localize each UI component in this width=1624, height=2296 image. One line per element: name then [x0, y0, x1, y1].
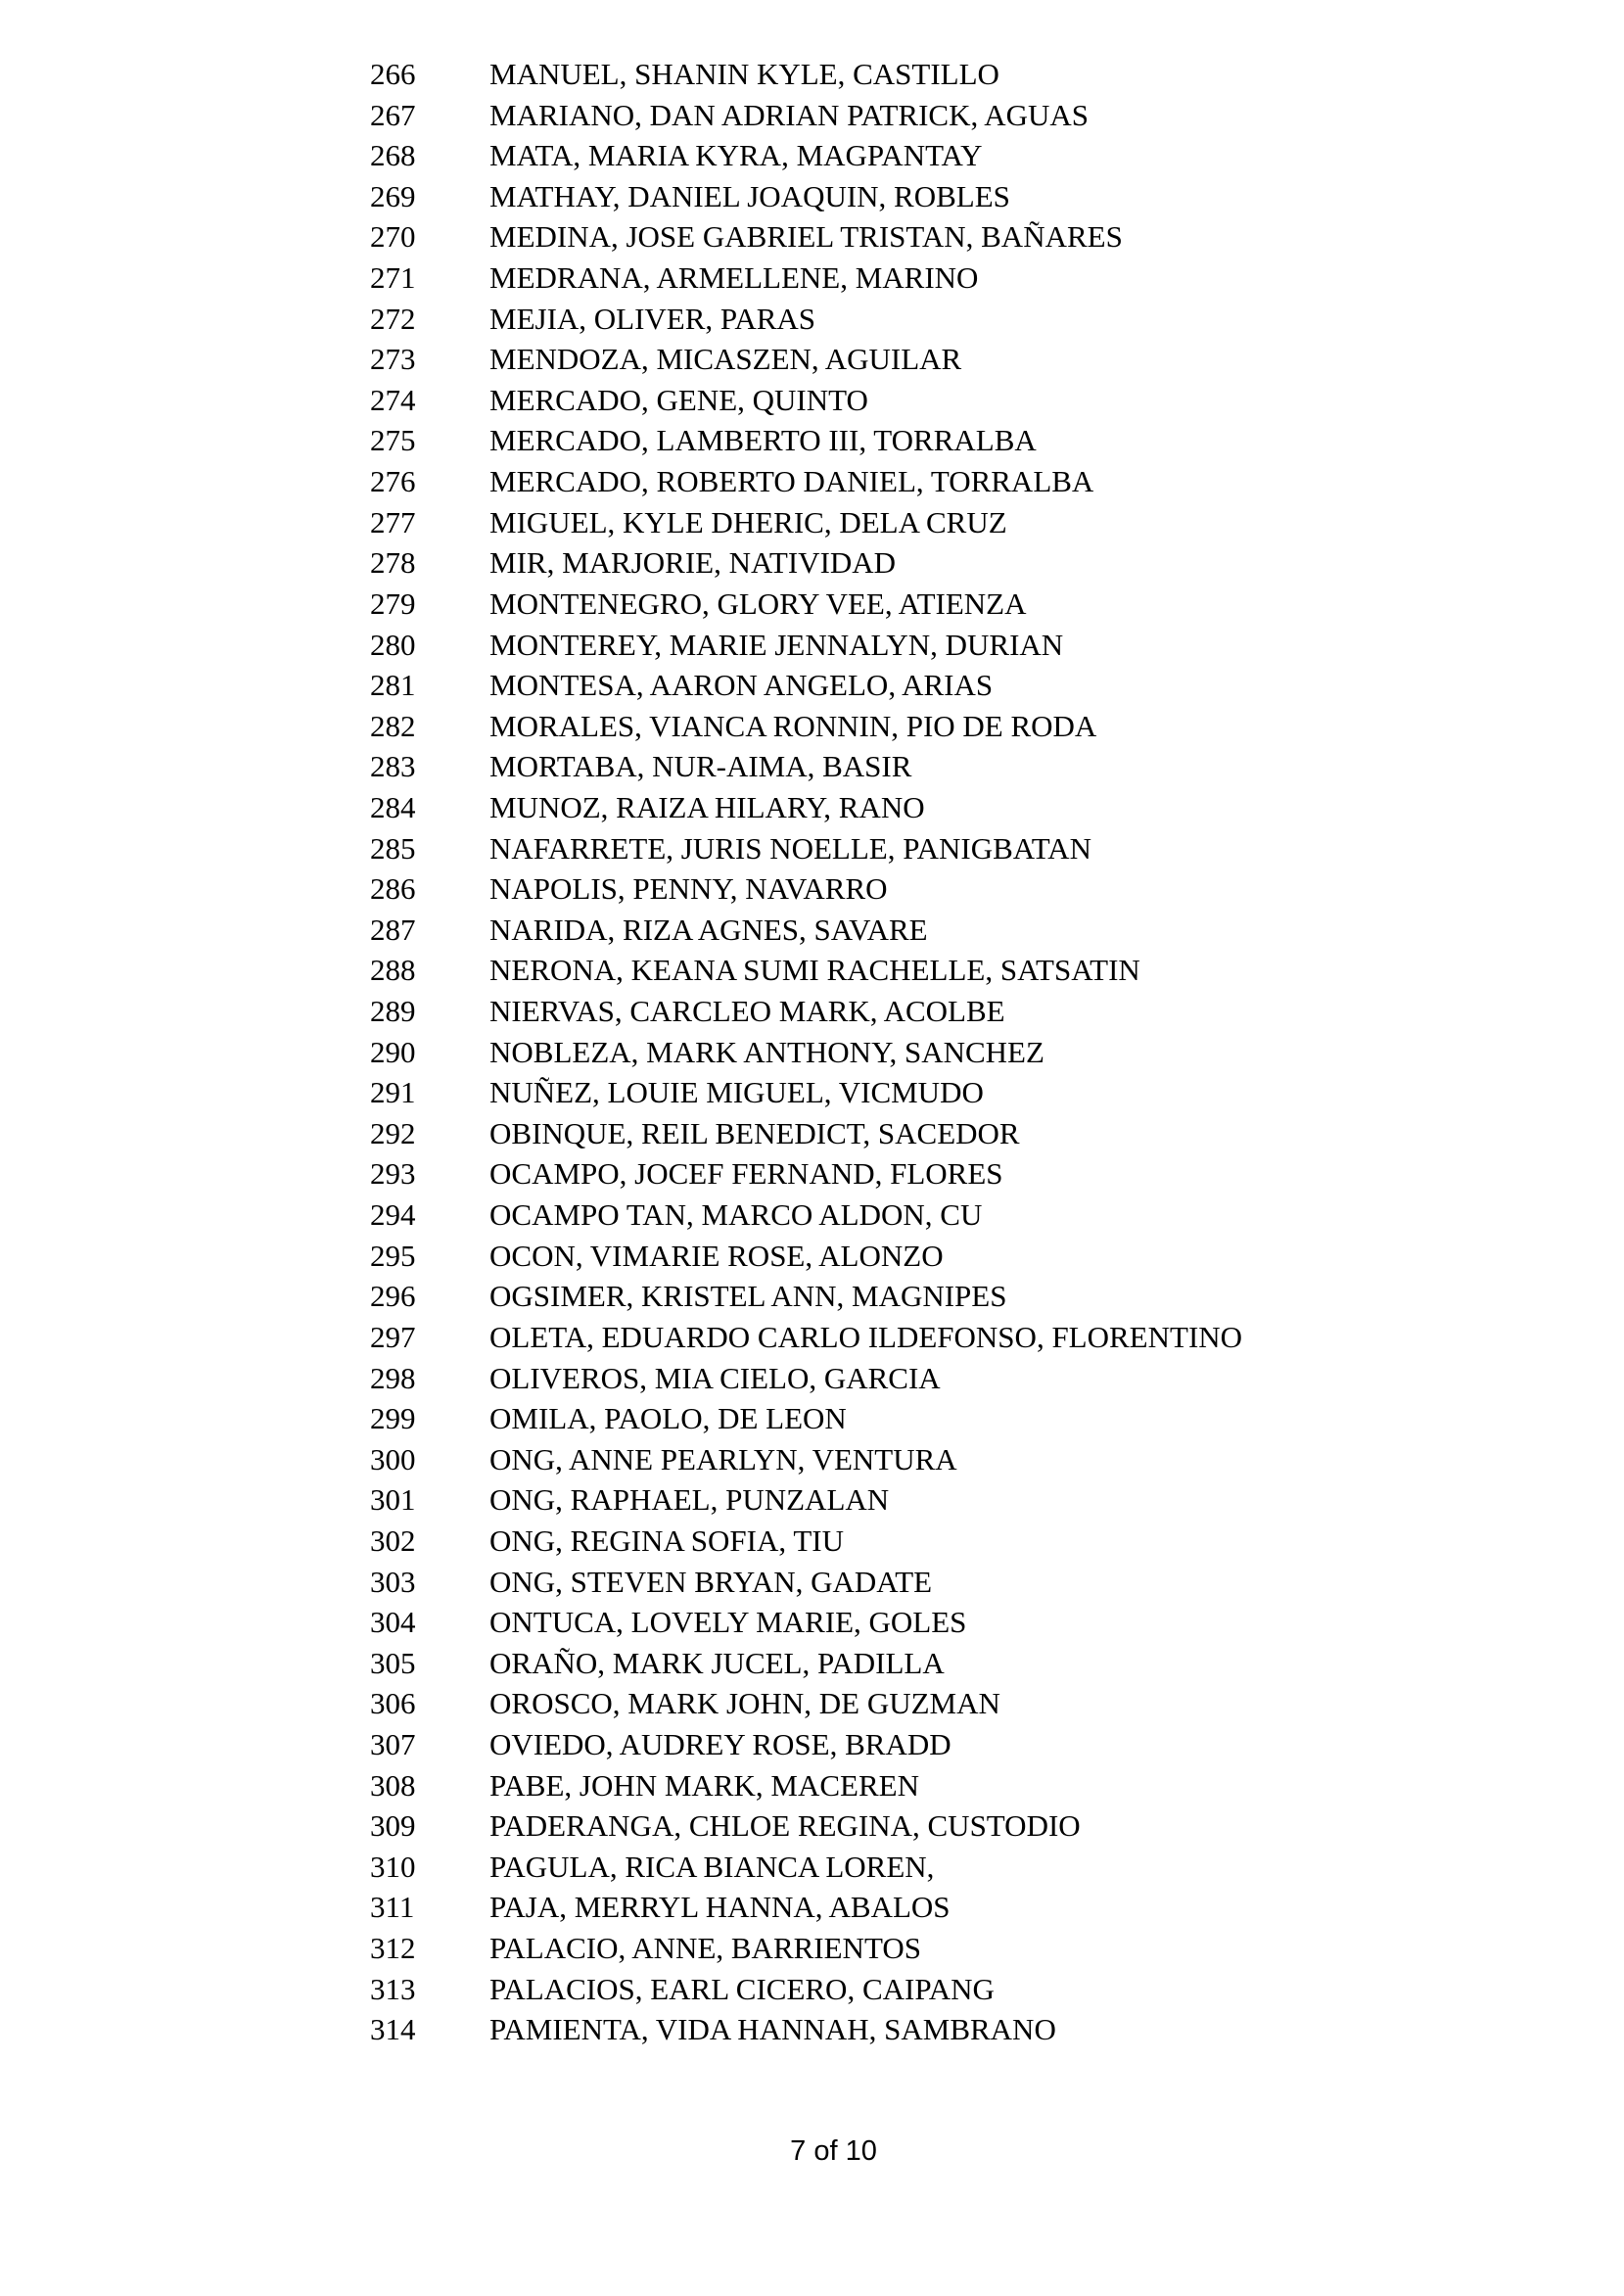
entry-number: 313 — [370, 1971, 416, 2006]
list-item — [370, 1032, 1624, 1073]
entry-number: 275 — [370, 423, 416, 458]
entry-name: MIR, MARJORIE, NATIVIDAD — [489, 545, 897, 581]
entry-number: 285 — [370, 830, 416, 866]
list-item — [370, 1969, 1624, 2010]
entry-number: 286 — [370, 871, 416, 907]
entry-name: MIGUEL, KYLE DHERIC, DELA CRUZ — [489, 504, 1007, 539]
entry-number: 301 — [370, 1482, 416, 1518]
list-item — [370, 339, 1624, 380]
entry-name: MERCADO, ROBERTO DANIEL, TORRALBA — [489, 464, 1094, 499]
list-item — [370, 706, 1624, 747]
entry-number: 278 — [370, 545, 416, 581]
entry-number: 311 — [370, 1890, 415, 1925]
list-item — [370, 216, 1624, 258]
list-item — [370, 1521, 1624, 1562]
entry-number: 291 — [370, 1075, 416, 1110]
list-item — [370, 1562, 1624, 1603]
entry-name: MUNOZ, RAIZA HILARY, RANO — [489, 789, 925, 824]
entry-name: OLETA, EDUARDO CARLO ILDEFONSO, FLORENTINO — [489, 1319, 1243, 1354]
entry-number: 296 — [370, 1279, 416, 1314]
list-item — [370, 1805, 1624, 1847]
entry-number: 282 — [370, 708, 416, 743]
entry-number: 288 — [370, 953, 416, 988]
entry-name: OVIEDO, AUDREY ROSE, BRADD — [489, 1726, 951, 1761]
entry-number: 293 — [370, 1156, 416, 1192]
entry-number: 303 — [370, 1564, 416, 1599]
list-item — [370, 1479, 1624, 1521]
list-item — [370, 1113, 1624, 1154]
entry-name: MEDRANA, ARMELLENE, MARINO — [489, 260, 979, 296]
entry-name: NERONA, KEANA SUMI RACHELLE, SATSATIN — [489, 953, 1140, 988]
list-item — [370, 258, 1624, 299]
list-item — [370, 1276, 1624, 1317]
list-item — [370, 625, 1624, 666]
entry-name: MARIANO, DAN ADRIAN PATRICK, AGUAS — [489, 97, 1090, 132]
entry-name: ONG, REGINA SOFIA, TIU — [489, 1523, 844, 1558]
entry-number: 302 — [370, 1523, 416, 1558]
entry-number: 298 — [370, 1360, 416, 1395]
list-item — [370, 1928, 1624, 1969]
entry-number: 277 — [370, 504, 416, 539]
entry-number: 284 — [370, 789, 416, 824]
entry-number: 294 — [370, 1197, 416, 1233]
entry-number: 309 — [370, 1808, 416, 1844]
entry-name: MONTENEGRO, GLORY VEE, ATIENZA — [489, 586, 1027, 621]
entry-name: OLIVEROS, MIA CIELO, GARCIA — [489, 1360, 941, 1395]
list-item — [370, 1847, 1624, 1888]
entry-name: MANUEL, SHANIN KYLE, CASTILLO — [489, 57, 999, 91]
entry-number: 269 — [370, 178, 416, 213]
entry-name: MERCADO, GENE, QUINTO — [489, 382, 868, 417]
list-item — [370, 95, 1624, 136]
entry-name: ONG, ANNE PEARLYN, VENTURA — [489, 1441, 957, 1476]
entry-name: OGSIMER, KRISTEL ANN, MAGNIPES — [489, 1279, 1007, 1314]
entry-number: 292 — [370, 1115, 416, 1150]
list-item — [370, 1602, 1624, 1643]
list-item — [370, 1643, 1624, 1684]
list-item — [370, 746, 1624, 787]
list-item — [370, 299, 1624, 340]
entry-name: OBINQUE, REIL BENEDICT, SACEDOR — [489, 1115, 1020, 1150]
entry-name: PABE, JOHN MARK, MACEREN — [489, 1767, 919, 1803]
entry-name: PALACIOS, EARL CICERO, CAIPANG — [489, 1971, 995, 2006]
list-item — [370, 1072, 1624, 1113]
list-item — [370, 135, 1624, 176]
list-item — [370, 1683, 1624, 1724]
entry-name: MEDINA, JOSE GABRIEL TRISTAN, BAÑARES — [489, 219, 1123, 255]
entry-name: PAMIENTA, VIDA HANNAH, SAMBRANO — [489, 2012, 1056, 2047]
entry-number: 307 — [370, 1726, 416, 1761]
entry-number: 314 — [370, 2012, 416, 2047]
entry-number: 312 — [370, 1931, 416, 1966]
entry-name: NAPOLIS, PENNY, NAVARRO — [489, 871, 888, 907]
list-item — [370, 665, 1624, 706]
entry-name: NOBLEZA, MARK ANTHONY, SANCHEZ — [489, 1034, 1044, 1069]
entry-name: MENDOZA, MICASZEN, AGUILAR — [489, 342, 962, 377]
entry-number: 270 — [370, 219, 416, 255]
list-item — [370, 1195, 1624, 1236]
list-item — [370, 176, 1624, 217]
entry-number: 276 — [370, 464, 416, 499]
entry-number: 295 — [370, 1238, 416, 1273]
list-item — [370, 1887, 1624, 1928]
list-item — [370, 1724, 1624, 1765]
entry-name: OCON, VIMARIE ROSE, ALONZO — [489, 1238, 944, 1273]
entry-name: NARIDA, RIZA AGNES, SAVARE — [489, 912, 928, 947]
entry-number: 297 — [370, 1319, 416, 1354]
list-item — [370, 991, 1624, 1032]
name-list — [370, 54, 1624, 2050]
entry-name: MERCADO, LAMBERTO III, TORRALBA — [489, 423, 1037, 458]
entry-name: MEJIA, OLIVER, PARAS — [489, 301, 816, 336]
list-item — [370, 1358, 1624, 1399]
entry-number: 308 — [370, 1767, 416, 1803]
entry-number: 290 — [370, 1034, 416, 1069]
list-item — [370, 787, 1624, 828]
entry-number: 267 — [370, 97, 416, 132]
entry-name: MATHAY, DANIEL JOAQUIN, ROBLES — [489, 178, 1010, 213]
entry-name: OCAMPO, JOCEF FERNAND, FLORES — [489, 1156, 1003, 1192]
list-item — [370, 2009, 1624, 2050]
list-item — [370, 54, 1624, 95]
list-item — [370, 1153, 1624, 1195]
entry-number: 304 — [370, 1605, 416, 1640]
entry-name: NAFARRETE, JURIS NOELLE, PANIGBATAN — [489, 830, 1091, 866]
list-item — [370, 542, 1624, 584]
entry-name: ONG, RAPHAEL, PUNZALAN — [489, 1482, 890, 1518]
entry-number: 273 — [370, 342, 416, 377]
entry-name: OCAMPO TAN, MARCO ALDON, CU — [489, 1197, 983, 1233]
entry-number: 310 — [370, 1849, 416, 1884]
page-number: 7 of 10 — [790, 2135, 877, 2167]
entry-name: NUÑEZ, LOUIE MIGUEL, VICMUDO — [489, 1075, 984, 1110]
entry-number: 274 — [370, 382, 416, 417]
entry-name: NIERVAS, CARCLEO MARK, ACOLBE — [489, 994, 1005, 1029]
entry-name: ONTUCA, LOVELY MARIE, GOLES — [489, 1605, 967, 1640]
entry-number: 279 — [370, 586, 416, 621]
entry-number: 306 — [370, 1686, 416, 1721]
entry-number: 299 — [370, 1401, 416, 1436]
list-item — [370, 584, 1624, 625]
entry-number: 289 — [370, 994, 416, 1029]
entry-number: 266 — [370, 57, 416, 91]
entry-name: PAGULA, RICA BIANCA LOREN, — [489, 1849, 935, 1884]
entry-number: 283 — [370, 749, 416, 784]
entry-name: MATA, MARIA KYRA, MAGPANTAY — [489, 138, 983, 173]
entry-name: MORALES, VIANCA RONNIN, PIO DE RODA — [489, 708, 1097, 743]
entry-name: ORAÑO, MARK JUCEL, PADILLA — [489, 1645, 945, 1680]
entry-number: 305 — [370, 1645, 416, 1680]
list-item — [370, 502, 1624, 543]
list-item — [370, 1317, 1624, 1358]
entry-name: OROSCO, MARK JOHN, DE GUZMAN — [489, 1686, 1000, 1721]
entry-number: 272 — [370, 301, 416, 336]
list-item — [370, 828, 1624, 869]
entry-name: PALACIO, ANNE, BARRIENTOS — [489, 1931, 921, 1966]
entry-number: 287 — [370, 912, 416, 947]
list-item — [370, 1439, 1624, 1480]
entry-name: PADERANGA, CHLOE REGINA, CUSTODIO — [489, 1808, 1081, 1844]
entry-name: ONG, STEVEN BRYAN, GADATE — [489, 1564, 933, 1599]
list-item — [370, 1765, 1624, 1806]
entry-number: 268 — [370, 138, 416, 173]
entry-name: MONTEREY, MARIE JENNALYN, DURIAN — [489, 627, 1064, 662]
entry-name: MONTESA, AARON ANGELO, ARIAS — [489, 668, 994, 703]
list-item — [370, 1398, 1624, 1439]
list-item — [370, 950, 1624, 991]
entry-number: 280 — [370, 627, 416, 662]
entry-name: MORTABA, NUR-AIMA, BASIR — [489, 749, 912, 784]
entry-number: 281 — [370, 668, 416, 703]
list-item — [370, 461, 1624, 502]
entry-number: 300 — [370, 1441, 416, 1476]
list-item — [370, 420, 1624, 461]
list-item — [370, 910, 1624, 951]
entry-name: OMILA, PAOLO, DE LEON — [489, 1401, 847, 1436]
entry-name: PAJA, MERRYL HANNA, ABALOS — [489, 1890, 951, 1925]
list-item — [370, 868, 1624, 910]
entry-number: 271 — [370, 260, 416, 296]
list-item — [370, 380, 1624, 421]
list-item — [370, 1236, 1624, 1277]
